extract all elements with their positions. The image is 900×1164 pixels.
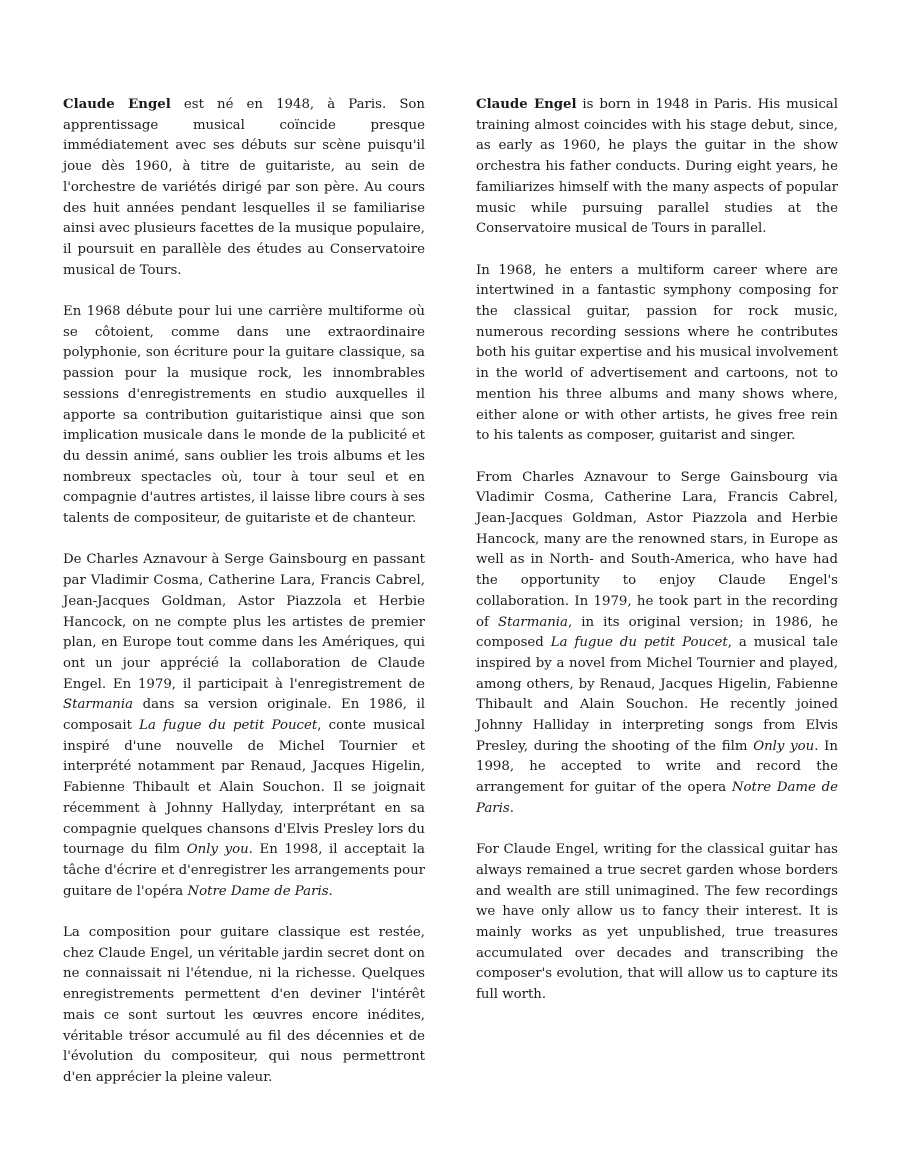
en-p3-title-starmania: Starmania — [497, 614, 568, 630]
fr-p3-title-only-you: Only you — [186, 842, 249, 858]
en-paragraph-1-text: is born in 1948 in Paris. His musical training almost coincides with his stage debut, since, as early as 1960, he plays the guitar in the show orchestra his father conducts. During eight years, he familiarizes himself with the many aspects of popular music while pursuing parallel studies at the Conservatoire musical de Tours in parallel. — [476, 97, 838, 237]
en-p3-text-5: . — [509, 800, 514, 816]
en-p3-title-fugue: La fugue du petit Poucet — [550, 635, 728, 651]
fr-p3-title-notre-dame: Notre Dame de Paris — [187, 883, 329, 899]
fr-p3-text-4: . En 1998, il acceptait la tâche d'écrire et d'enregistrer les arrangements pour guitare de l'opéra — [63, 842, 425, 899]
fr-p3-text-3: , conte musical inspiré d'une nouvelle de Michel Tournier et interprété notamment par Renaud, Jacques Higelin, Fabienne Thibault et Alain Souchon. Il se joignait récemment à Johnny Hallyday, interprétant en sa compagnie quelques chansons d'Elvis Presley lors du tournage du film — [63, 718, 425, 858]
en-paragraph-3 — [476, 468, 838, 820]
fr-p3-text-5: . — [328, 883, 333, 899]
fr-p3-text-1: De Charles Aznavour à Serge Gainsbourg en passant par Vladimir Cosma, Catherine Lara, Francis Cabrel, Jean-Jacques Goldman, Astor Piazzola et Herbie Hancock, on ne compte plus les artistes de premier plan, en Europe tout comme dans les Amériques, qui ont un jour apprécié la collaboration de Claude Engel. En 1979, il participait à l'enregistrement de — [63, 552, 425, 692]
en-paragraph-2: In 1968, he enters a multiform career where are intertwined in a fantastic symphony composing for the classical guitar, passion for rock music, numerous recording sessions where he contributes both his guitar expertise and his musical involvement in the world of advertisement and cartoons, not to mention his three albums and many shows where, either alone or with other artists, he gives free rein to his talents as composer, guitarist and singer. — [476, 262, 838, 444]
en-p3-title-notre-dame: Notre Dame de Paris — [476, 780, 839, 816]
en-p3-text-2: , in its original version; in 1986, he composed — [476, 614, 838, 651]
fr-p3-title-starmania: Starmania — [63, 697, 134, 713]
fr-paragraph-1 — [63, 95, 425, 281]
en-artist-name: Claude Engel — [476, 97, 577, 112]
en-p3-text-1: From Charles Aznavour to Serge Gainsbourg via Vladimir Cosma, Catherine Lara, Francis Cabrel, Jean-Jacques Goldman, Astor Piazzola and Herbie Hancock, many are the renowned stars, in Europe as well as in North- and South-America, who have had the opportunity to enjoy Claude Engel's collaboration. In 1979, he took part in the recording of — [476, 469, 838, 630]
fr-artist-name: Claude Engel — [63, 97, 171, 112]
fr-p3-title-fugue: La fugue du petit Poucet — [139, 718, 318, 734]
en-paragraph-1 — [476, 95, 838, 240]
french-column — [63, 95, 425, 1109]
fr-paragraph-4: La composition pour guitare classique est restée, chez Claude Engel, un véritable jardin secret dont on ne connaissait ni l'étendue, ni la richesse. Quelques enregistrements permettent d'en deviner l'intérêt mais ce sont surtout les œuvres encore inédites, véritable trésor accumulé au fil des décennies et de l'évolution du compositeur, qui nous permettront d'en apprécier la pleine valeur. — [63, 925, 425, 1085]
fr-paragraph-3 — [63, 550, 425, 902]
fr-p3-text-2: dans sa version originale. En 1986, il composait — [63, 697, 425, 734]
fr-paragraph-2: En 1968 débute pour lui une carrière multiforme où se côtoient, comme dans une extraordinaire polyphonie, son écriture pour la guitare classique, sa passion pour la musique rock, les innombrables sessions d'enregistrements en studio auxquelles il apporte sa contribution guitaristique ainsi que son implication musicale dans le monde de la publicité et du dessin animé, sans oublier les trois albums et les nombreux spectacles où, tour à tour seul et en compagnie d'autres artistes, il laisse libre cours à ses talents de compositeur, de guitariste et de chanteur. — [63, 304, 425, 527]
en-paragraph-4: For Claude Engel, writing for the classical guitar has always remained a true secret garden whose borders and wealth are still unimagined. The few recordings we have only allow us to fancy their interest. It is mainly works as yet unpublished, true treasures accumulated over decades and transcribing the composer's evolution, that will allow us to capture its full worth. — [476, 842, 838, 1003]
en-p3-title-only-you: Only you — [753, 738, 815, 754]
fr-paragraph-1-text: est né en 1948, à Paris. Son apprentissage musical coïncide presque immédiatement avec ses débuts sur scène puisqu'il joue dès 1960, à titre de guitariste, au sein de l'orchestre de variétés dirigé par son père. Au cours des huit années pendant lesquelles il se familiarise ainsi avec plusieurs facettes de la musique populaire, il poursuit en parallèle des études au Conservatoire musical de Tours. — [63, 97, 425, 278]
english-column — [476, 95, 838, 1027]
en-p3-text-3: , a musical tale inspired by a novel from Michel Tournier and played, among others, by Renaud, Jacques Higelin, Fabienne Thibault and Alain Souchon. He recently joined Johnny Halliday in interpreting songs from Elvis Presley, during the shooting of the film — [476, 635, 838, 754]
en-p3-text-4: . In 1998, he accepted to write and record the arrangement for guitar of the opera — [476, 738, 838, 796]
